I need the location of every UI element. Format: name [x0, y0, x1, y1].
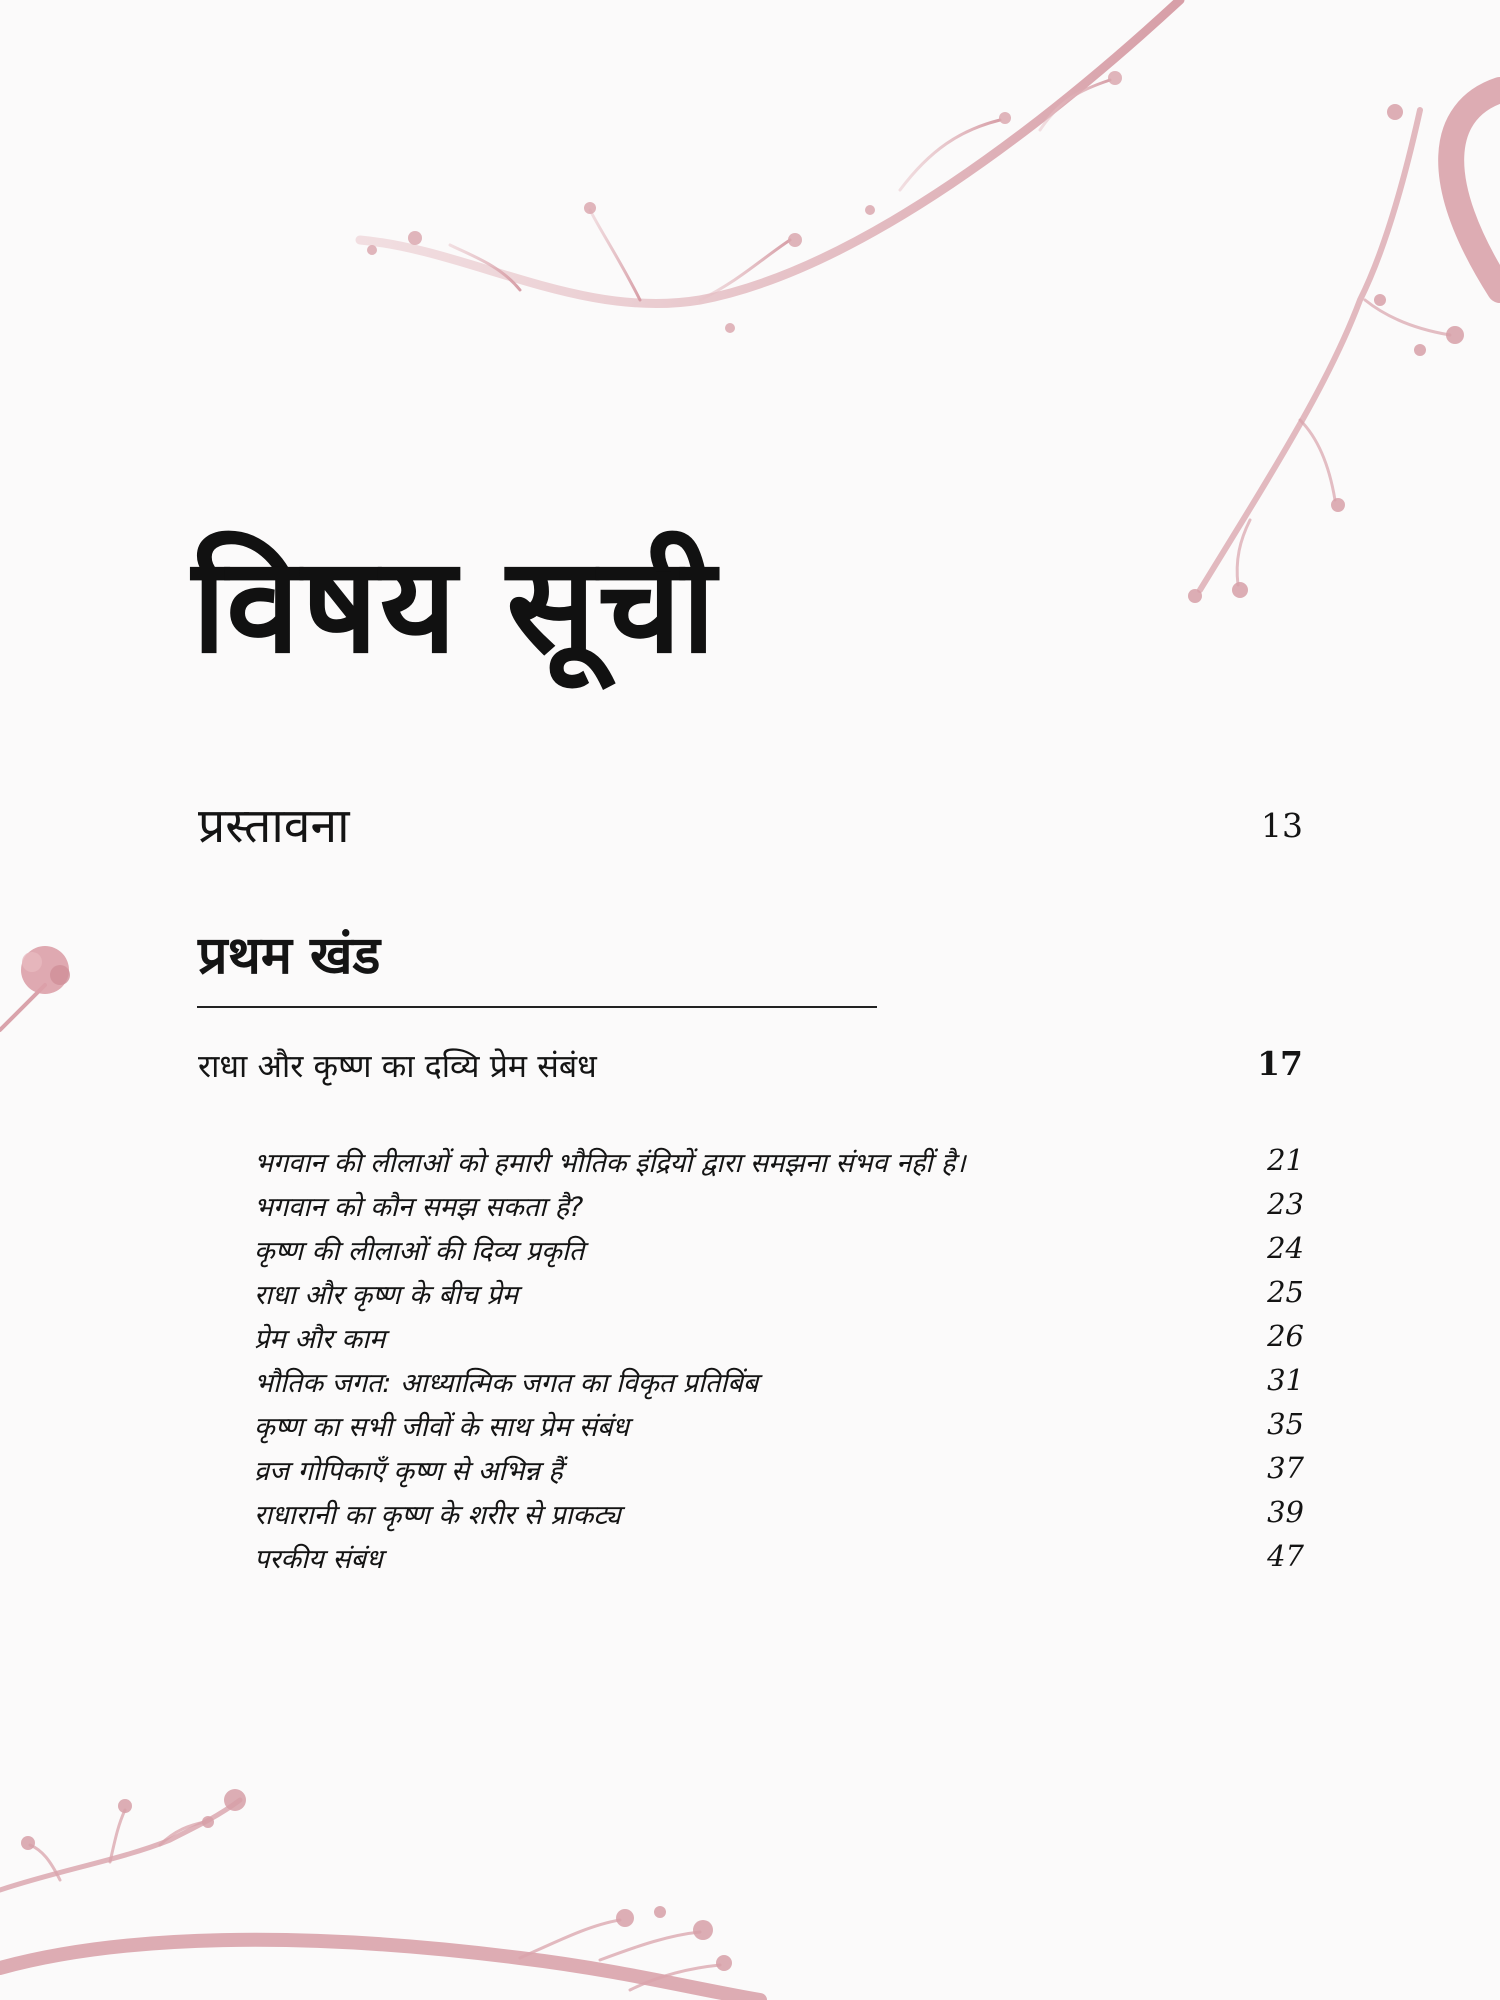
toc-entry-page: 39: [1267, 1495, 1304, 1529]
toc-entry-label: परकीय संबंध: [254, 1544, 383, 1575]
toc-entry-label: राधा और कृष्ण के बीच प्रेम: [254, 1280, 518, 1311]
toc-entry-page: 35: [1267, 1407, 1304, 1441]
toc-entry-label: भगवान को कौन समझ सकता है?: [254, 1192, 584, 1223]
toc-entry-page: 47: [1267, 1539, 1304, 1573]
top-right-vine-icon: [1200, 90, 1500, 590]
toc-chapter-page: 17: [1257, 1044, 1303, 1083]
toc-chapter-label: राधा और कृष्ण का दव्यि प्रेम संबंध: [198, 1047, 597, 1085]
toc-intro-page: 13: [1261, 806, 1303, 845]
toc-entry-page: 24: [1267, 1231, 1304, 1265]
toc-entry-page: 37: [1267, 1451, 1304, 1485]
toc-entry-page: 23: [1267, 1187, 1304, 1221]
toc-intro-label: प्रस्तावना: [198, 798, 350, 854]
toc-entry-label: भौतिक जगत: आध्यात्मिक जगत का विकृत प्रतिबिंब: [254, 1368, 759, 1399]
page-title: विषय सूची: [192, 529, 718, 683]
bottom-vine-blossoms-icon: [21, 1789, 732, 1971]
toc-entry-label: प्रेम और काम: [254, 1324, 386, 1355]
top-vine-icon: [360, 0, 1180, 304]
toc-entry-page: 25: [1267, 1275, 1304, 1309]
toc-entry-page: 26: [1267, 1319, 1304, 1353]
top-right-blossoms-icon: [1188, 104, 1464, 603]
section-heading: प्रथम खंड: [198, 926, 381, 986]
toc-entry-label: कृष्ण की लीलाओं की दिव्य प्रकृति: [254, 1236, 585, 1267]
bottom-vine-icon: [0, 1800, 760, 2000]
section-divider: [197, 1006, 877, 1008]
toc-entry-page: 31: [1267, 1363, 1304, 1397]
top-vine-blossoms-icon: [367, 71, 1122, 333]
toc-entry-label: राधारानी का कृष्ण के शरीर से प्राकट्य: [254, 1500, 621, 1531]
toc-entry-page: 21: [1267, 1143, 1304, 1177]
toc-entry-label: व्रज गोपिकाएँ कृष्ण से अभिन्न हैं: [254, 1456, 563, 1487]
left-flower-icon: [0, 946, 70, 1030]
toc-entry-label: भगवान की लीलाओं को हमारी भौतिक इंद्रियों द्वारा समझना संभव नहीं है।: [254, 1148, 966, 1179]
toc-entry-label: कृष्ण का सभी जीवों के साथ प्रेम संबंध: [254, 1412, 630, 1443]
